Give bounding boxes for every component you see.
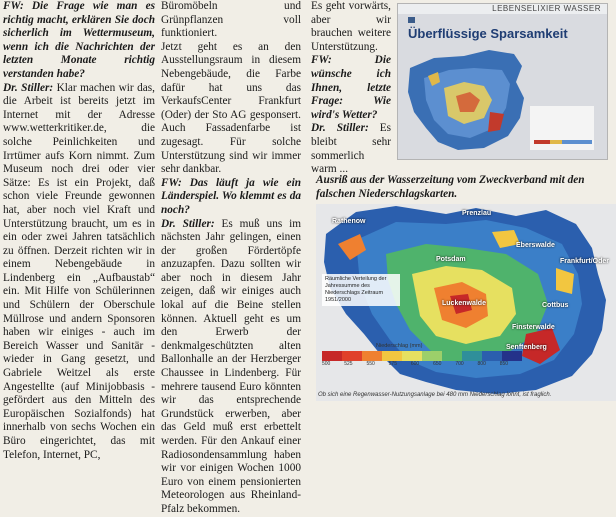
- city-label: Luckenwalde: [442, 300, 486, 307]
- interview-answer: [3, 82, 155, 463]
- scale-label: 525: [344, 361, 353, 367]
- city-label: Rathenow: [332, 218, 366, 225]
- scale-label: 575: [388, 361, 397, 367]
- article-column-3: [311, 0, 391, 177]
- interview-question: FW: Die wünsche ich Ihnen, letzte Frage: Wie wird's Wetter?: [311, 54, 391, 121]
- answer-text: Es muß uns im nächsten Jahr gelingen, einen der großen Fördertöpfe anzuzapfen. Dazu sollten wir aber noch in diesem Jahr zeigen, daß wir einiges auch lokal auf die Beine stellen können. Aktuell geht es um den Erwerb der denkmalgeschützten alten Ballonhalle an der Herzberger Chaussee in Lindenberg. Für mehrere tausend Euro könnten wir das entsprechende Grundstück erwerben, aber das Geld muß erst erbettelt werden. Für den Ankauf einer Radiosondensammlung haben wir vor einigen Wochen 1000 Euro von einem pensionierten Meteorologen aus Rheinland-Pfalz bekommen.: [161, 217, 302, 515]
- scale-swatch: [422, 351, 442, 361]
- scale-swatch: [462, 351, 482, 361]
- scale-label: 650: [433, 361, 442, 367]
- scale-swatch: [322, 351, 342, 361]
- precipitation-map: [316, 204, 616, 401]
- map-caption: Ausriß aus der Wasserzeitung vom Zweckverband mit den falschen Niederschlagskarten.: [316, 174, 585, 200]
- scale-swatch: [342, 351, 362, 361]
- answer-text: Klar machen wir das, die Arbeit ist bereits jetzt im Internet mit der Adresse www.wetterkritiker.de, die solche Peinlichkeiten und Irrtümer aufs Korn nimmt. Zum Museum noch drei oder vier Sätze: Es ist ein Projekt, daß schon viele Freunde gewonnen hat, aber noch viel Kraft und Unterstützung braucht, um es in ein oder zwei Jahren tatsächlich zu öffnen. Derzeit richten wir in einem Nebengebäude in Lindenberg ein „Aufbaustab“ ein. Mit Hilfe von Schülerinnen und Schülern der Oberschule Müllrose und andern Sponsoren haben wir einiges - auch im Bereich Wasser und Sanitär - wieder in Gang gesetzt, und Gabriele Weitzel als erste Angestellte (auf Minijobbasis - gefördert aus den Mitteln des Europäischen Sozialfonds) hat innerhalb von sechs Wochen ein Büro eingerichtet, das mit Telefon, Internet, PC,: [3, 81, 155, 461]
- scale-swatch: [382, 351, 402, 361]
- city-label: Frankfurt/Oder: [560, 258, 610, 265]
- scale-title: Niederschlag (mm): [376, 343, 423, 349]
- article-column-2: [161, 0, 301, 517]
- interview-answer: [161, 218, 301, 517]
- city-label: Senftenberg: [506, 344, 547, 351]
- map-legend-text: Räumliche Verteilung der Jahressumme des Niederschlags Zeitraum 1951/2000: [322, 274, 400, 306]
- scale-label: 500: [322, 361, 331, 367]
- city-label: Potsdam: [436, 256, 466, 263]
- speaker-label: Dr. Stiller:: [311, 122, 369, 135]
- clipping-headline: Überflüssige Sparsamkeit: [408, 26, 568, 41]
- interview-question: FW: Die Frage wie man es richtig macht, erklären Sie doch sicherlich im Wettermuseum, wenn ich die Nachrichten der letzten Monate richtig verstanden habe?: [3, 0, 155, 80]
- paragraph: Jetzt geht es an den Ausstellungsraum in diesem Nebengebäude, die Farbe dafür hat uns das VerkaufsCenter Frankfurt (Oder) der Sto AG gesponsert. Auch Fassadenfarbe ist zugesagt. Für solche Unterstützung sind wir immer sehr dankbar.: [161, 40, 301, 176]
- interview-question: FW: Das läuft ja wie ein Länderspiel. Wo klemmt es da noch?: [161, 176, 301, 216]
- scale-label: 550: [366, 361, 375, 367]
- scale-swatch: [362, 351, 382, 361]
- scale-swatch: [442, 351, 462, 361]
- scale-label: 600: [410, 361, 420, 367]
- scale-swatch: [482, 351, 502, 361]
- scale-swatch: [402, 351, 422, 361]
- color-scale: [322, 351, 522, 361]
- clipping-tag: [408, 17, 415, 23]
- city-label: Prenzlau: [462, 210, 492, 217]
- speaker-label: Dr. Stiller:: [3, 81, 54, 94]
- map-footnote: Ob sich eine Regenwasser-Nutzungsanlage bei 480 mm Niederschlag lohnt, ist fraglich.: [318, 392, 552, 398]
- clipping-masthead: LEBENSELIXIER WASSER: [398, 4, 607, 14]
- color-scale-labels: [322, 361, 522, 367]
- paragraph: Es geht vorwärts, aber wir brauchen weitere Unterstützung.: [311, 0, 391, 53]
- scale-swatch: [502, 351, 522, 361]
- speaker-label: Dr. Stiller:: [161, 217, 215, 230]
- paragraph: Büromöbeln und Grünpflanzen voll funktioniert.: [161, 0, 301, 40]
- answer-text: Es bleibt sehr sommerlich warm ...: [311, 122, 391, 176]
- newspaper-clipping-inset: [397, 3, 608, 160]
- scale-label: 700: [455, 361, 464, 367]
- interview-answer: [311, 122, 391, 176]
- scale-label: 800: [477, 361, 486, 367]
- city-label: Cottbus: [542, 302, 569, 309]
- scale-label: 850: [499, 361, 509, 367]
- city-label: Finsterwalde: [512, 324, 555, 331]
- city-label: Eberswalde: [516, 242, 555, 249]
- article-column-1: [3, 0, 155, 462]
- small-precipitation-map: [404, 48, 600, 156]
